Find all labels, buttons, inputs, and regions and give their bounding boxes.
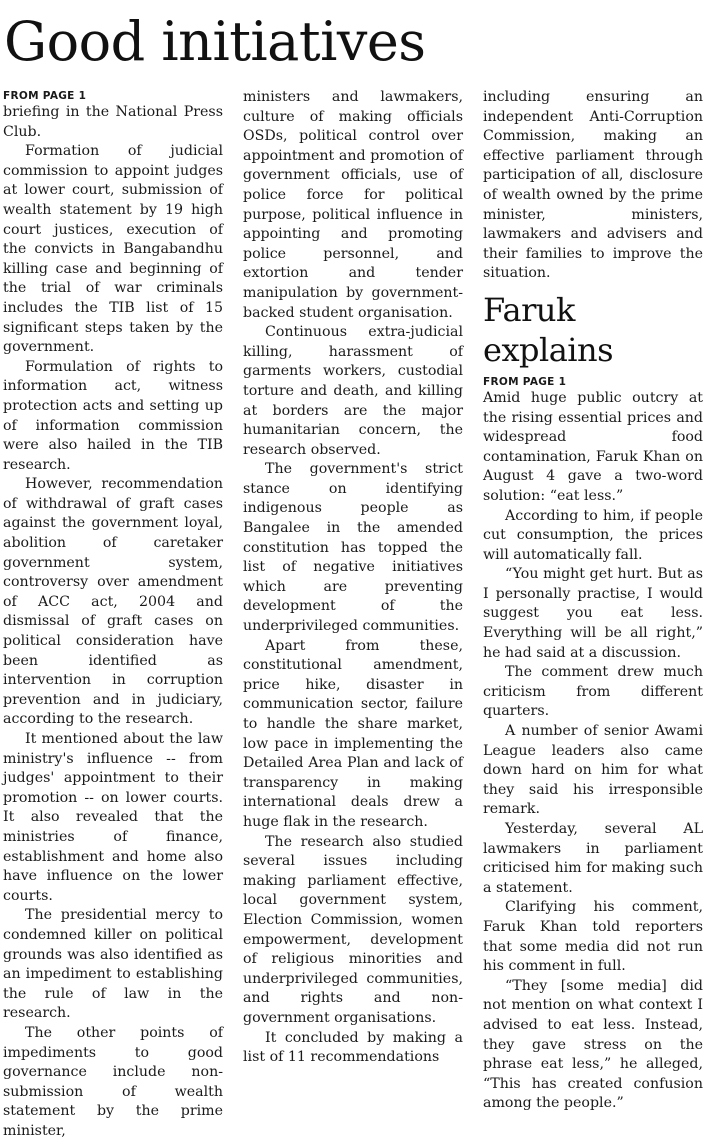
paragraph: The other points of impediments to good governance include non-submission of wealth statement by the prime minister,: [3, 1024, 223, 1139]
paragraph: However, recommendation of withdrawal of graft cases against the government loyal, abolition of caretaker government system, controversy over amendment of ACC act, 2004 and dismissal of graft cases on political consideration have been identified as intervention in corruption prevention and in judiciary, according to the research.: [3, 476, 223, 728]
paragraph: Continuous extra-judicial killing, harassment of garments workers, custodial torture and death, and killing at borders are the major humanitarian concern, the research observed.: [243, 324, 463, 458]
paragraph: briefing in the National Press Club.: [3, 104, 223, 140]
paragraph: It mentioned about the law ministry's influence -- from judges' appointment to their promotion -- on lower courts. It also revealed that the ministries of finance, establishment and home also have influence on the lower courts.: [3, 731, 223, 904]
paragraph: A number of senior Awami League leaders also came down hard on him for what they said his irresponsible remark.: [483, 723, 703, 818]
paragraph: Amid huge public outcry at the rising essential prices and widespread food contamination, Faruk Khan on August 4 gave a two-word solution: “eat less.”: [483, 389, 703, 504]
paragraph: Yesterday, several AL lawmakers in parliament criticised him for making such a statement.: [483, 821, 703, 896]
paragraph: According to him, if people cut consumption, the prices will automatically fall.: [483, 507, 703, 563]
paragraph: The comment drew much criticism from different quarters.: [483, 664, 703, 720]
paragraph: The presidential mercy to condemned killer on political grounds was also identified as an impediment to establishing the rule of law in the research.: [3, 907, 223, 1022]
paragraph: including ensuring an independent Anti-Corruption Commission, making an effective parliament through participation of all, disclosure of wealth owned by the prime minister, ministers, lawmakers and advisers and their families to improve the situation.: [483, 89, 703, 282]
column-3: [483, 88, 703, 1114]
paragraph: Formation of judicial commission to appoint judges at lower court, submission of wealth statement by 19 high court justices, execution of the convicts in Bangabandhu killing case and beginning of the trial of war criminals includes the TIB list of 15 significant steps taken by the government.: [3, 143, 223, 356]
paragraph: “They [some media] did not mention on what context I advised to eat less. Instead, they gave stress on the phrase eat less,” he alleged, “This has created confusion among the people.”: [483, 977, 703, 1112]
paragraph: ministers and lawmakers, culture of making officials OSDs, political control over appointment and promotion of government officials, use of police force for political purpose, political influence in appointing and promoting police personnel, and extortion and tender manipulation by government-backed student organisation.: [243, 89, 463, 321]
paragraph: The government's strict stance on identifying indigenous people as Bangalee in the amended constitution has topped the list of negative initiatives which are preventing development of the underprivileged communities.: [243, 461, 463, 635]
paragraph: The research also studied several issues including making parliament effective, local government system, Election Commission, women empowerment, development of religious minorities and underprivileged communities, and rights and non-government organisations.: [243, 833, 463, 1026]
column-2: [243, 88, 463, 1068]
paragraph: Formulation of rights to information act, witness protection acts and setting up of information commission were also hailed in the TIB research.: [3, 358, 223, 473]
from-page-kicker: FROM PAGE 1: [3, 90, 87, 102]
paragraph: Clarifying his comment, Faruk Khan told reporters that some media did not run his comment in full.: [483, 899, 703, 975]
story-title: Faruk explains: [483, 290, 614, 369]
paragraph: Apart from these, constitutional amendment, price hike, disaster in communication sector, failure to handle the share market, low pace in implementing the Detailed Area Plan and lack of transparency in making international deals drew a huge flak in the research.: [243, 637, 463, 830]
from-page-kicker: FROM PAGE 1: [483, 375, 567, 388]
paragraph: It concluded by making a list of 11 recommendations: [243, 1029, 463, 1066]
headline: Good initiatives: [4, 10, 426, 73]
column-1: [3, 88, 223, 1141]
paragraph: “You might get hurt. But as I personally practise, I would suggest you eat less. Everything will be all right,” he had said at a discussion.: [483, 566, 703, 661]
